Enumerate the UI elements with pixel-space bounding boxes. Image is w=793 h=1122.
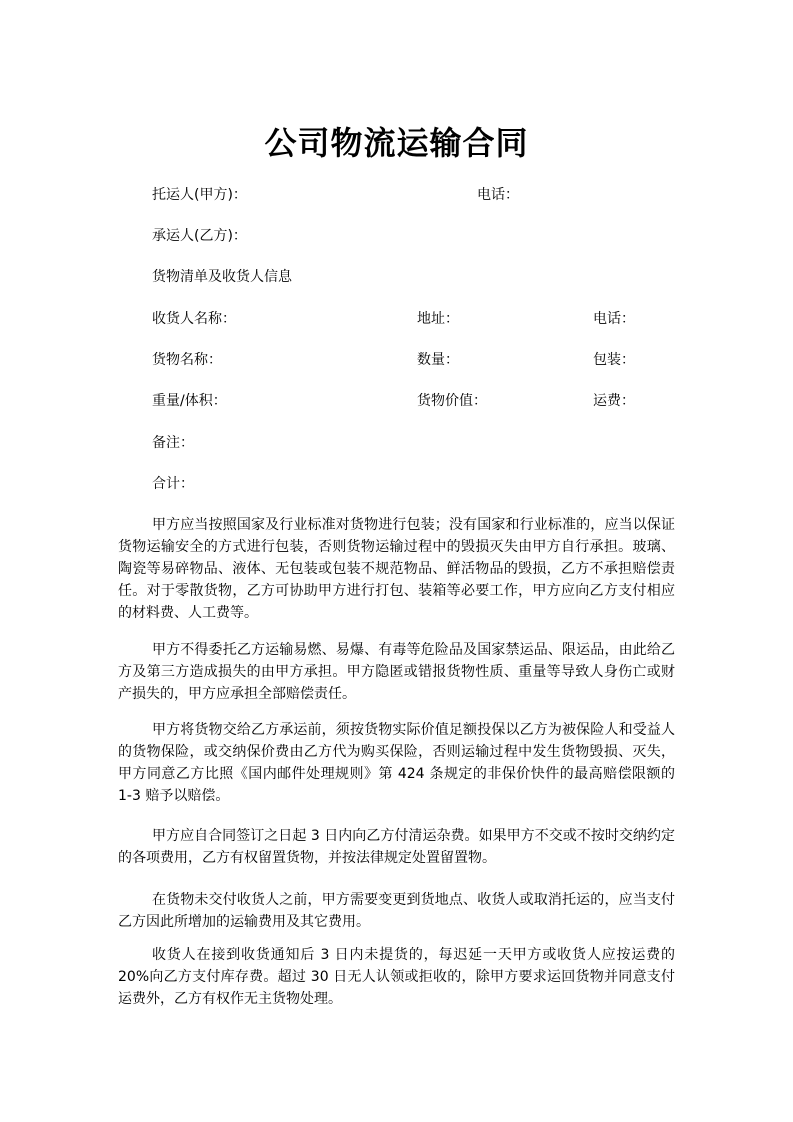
clause-packaging: 甲方应当按照国家及行业标准对货物进行包装；没有国家和行业标准的，应当以保证货物运输安全的方式进行包装，否则货物运输过程中的毁损灭失由甲方自行承担。玻璃、陶瓷等易碎物品、液体、无包装或包装不规范物品、鲜活物品的毁损，乙方不承担赔偿责任。对于零散货物，乙方可协助甲方进行打包、装箱等必要工作，甲方应向乙方支付相应的材料费、人工费等。	[118, 517, 675, 621]
shipper-label: 托运人(甲方)：	[152, 187, 247, 203]
page-title: 公司物流运输合同	[264, 124, 529, 162]
remarks-label: 备注：	[152, 435, 194, 451]
section-heading: 货物清单及收货人信息	[152, 269, 292, 285]
freight-label: 运费：	[593, 393, 635, 409]
clause-payment: 甲方应自合同签订之日起 3 日内向乙方付清运杂费。如果甲方不交或不按时交纳约定的各项费用，乙方有权留置货物，并按法律规定处置留置物。	[118, 828, 675, 866]
goods-value-label: 货物价值：	[417, 393, 487, 409]
quantity-label: 数量：	[417, 352, 459, 368]
shipper-phone-label: 电话：	[477, 187, 519, 203]
consignee-name-label: 收货人名称：	[152, 311, 236, 327]
clause-storage: 收货人在接到收货通知后 3 日内未提货的，每迟延一天甲方或收货人应按运费的 20%向乙方支付库存费。超过 30 日无人认领或拒收的，除甲方要求运回货物并同意支付运费外，乙方有权作无主货物处理。	[118, 947, 675, 1007]
clause-changes: 在货物未交付收货人之前，甲方需要变更到货地点、收货人或取消托运的，应当支付乙方因此所增加的运输费用及其它费用。	[118, 892, 675, 930]
carrier-label: 承运人(乙方)：	[152, 228, 247, 244]
clause-dangerous-goods: 甲方不得委托乙方运输易燃、易爆、有毒等危险品及国家禁运品、限运品，由此给乙方及第三方造成损失的由甲方承担。甲方隐匿或错报货物性质、重量等导致人身伤亡或财产损失的，甲方应承担全部赔偿责任。	[118, 642, 675, 702]
address-label: 地址：	[417, 311, 459, 327]
total-label: 合计：	[152, 476, 194, 492]
weight-volume-label: 重量/体积：	[152, 393, 227, 409]
packaging-label: 包装：	[593, 352, 635, 368]
clause-insurance: 甲方将货物交给乙方承运前，须按货物实际价值足额投保以乙方为被保险人和受益人的货物保险，或交纳保价费由乙方代为购买保险，否则运输过程中发生货物毁损、灭失，甲方同意乙方比照《国内邮件处理规则》第 424 条规定的非保价快件的最高赔偿限额的 1-3 赔予以赔偿。	[118, 722, 675, 804]
consignee-phone-label: 电话：	[593, 311, 635, 327]
goods-name-label: 货物名称：	[152, 352, 222, 368]
